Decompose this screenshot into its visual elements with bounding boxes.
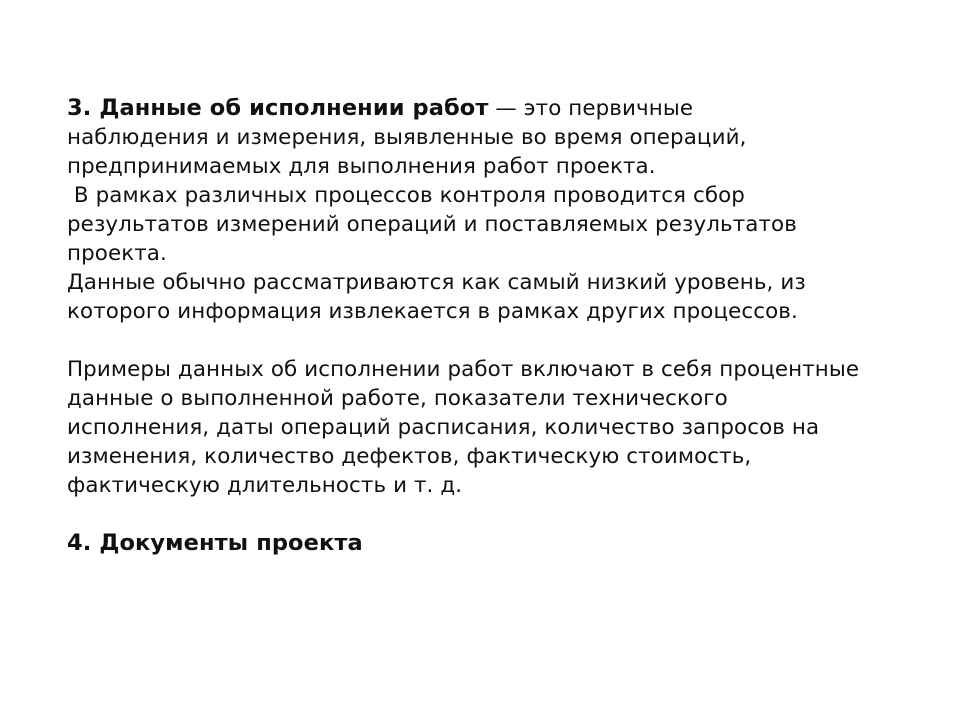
paragraph-line: результатов измерений операций и поставляемых результатов [67,212,797,237]
section-3-heading: 3. Данные об исполнении работ [67,95,489,121]
examples-line: Примеры данных об исполнении работ включают в себя процентные [67,357,860,382]
section-4-heading: 4. Документы проекта [67,530,363,556]
slide-body-text [67,94,952,558]
paragraph-spacer [67,326,952,355]
paragraph-line: предпринимаемых для выполнения работ проекта. [67,154,656,179]
section-3-heading-continuation: — это первичные [488,96,694,121]
paragraph-line: В рамках различных процессов контроля проводится сбор [67,183,745,208]
paragraph-spacer [67,500,952,529]
examples-line: изменения, количество дефектов, фактическую стоимость, [67,444,752,469]
examples-line: данные о выполненной работе, показатели технического [67,386,728,411]
examples-line: исполнения, даты операций расписания, количество запросов на [67,415,820,440]
paragraph-line: наблюдения и измерения, выявленные во время операций, [67,125,747,150]
section-3-first-line [67,94,952,123]
paragraph-line: Данные обычно рассматриваются как самый низкий уровень, из [67,270,806,295]
paragraph-line: проекта. [67,241,167,266]
paragraph-line: которого информация извлекается в рамках других процессов. [67,299,798,324]
examples-line: фактическую длительность и т. д. [67,473,463,498]
